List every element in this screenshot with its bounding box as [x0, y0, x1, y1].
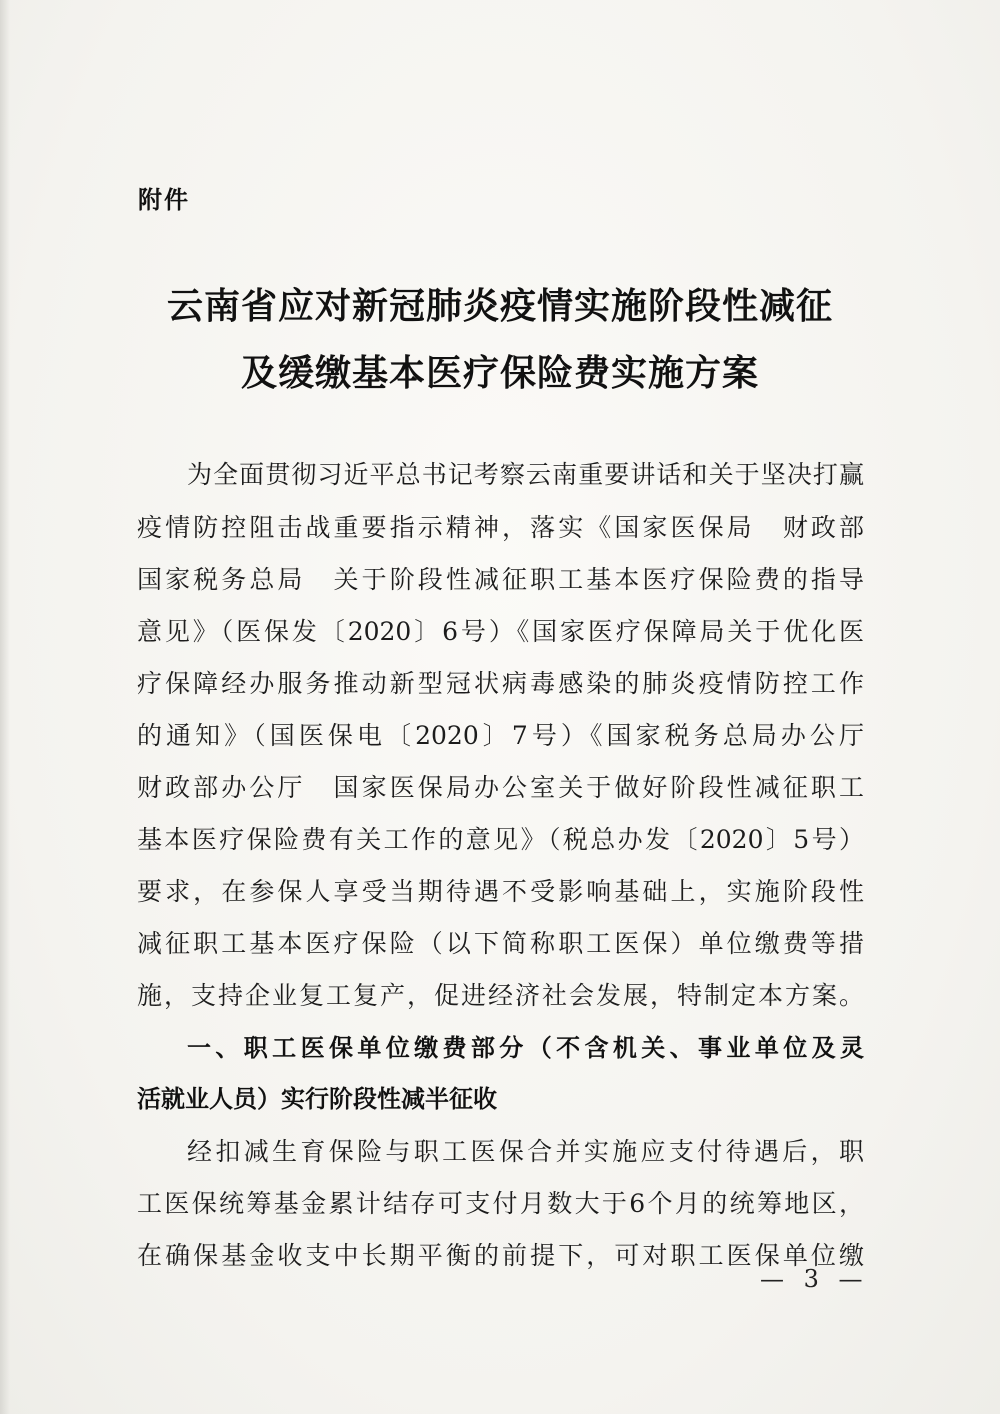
paragraph-line: 为全面贯彻习近平总书记考察云南重要讲话和关于坚决打赢 — [187, 460, 864, 489]
paragraph-line: 经扣减生育保险与职工医保合并实施应支付待遇后，职 — [187, 1137, 864, 1166]
paragraph-line: 工医保统筹基金累计结存可支付月数大于6个月的统筹地区， — [137, 1189, 864, 1218]
section-heading-line-2: 活就业人员）实行阶段性减半征收 — [137, 1085, 497, 1113]
paragraph-line: 疫情防控阻击战重要指示精神，落实《国家医保局 财政部 — [137, 513, 864, 542]
paragraph-line: 的通知》（国医保电〔2020〕7号）《国家税务总局办公厅 — [137, 721, 864, 750]
paragraph-line: 国家税务总局 关于阶段性减征职工基本医疗保险费的指导 — [137, 565, 864, 594]
paragraph-line: 意见》（医保发〔2020〕6号）《国家医疗保障局关于优化医 — [137, 617, 864, 646]
paragraph-line: 要求，在参保人享受当期待遇不受影响基础上，实施阶段性 — [137, 877, 864, 906]
paragraph-line: 疗保障经办服务推动新型冠状病毒感染的肺炎疫情防控工作 — [137, 669, 864, 698]
section-heading-line-1: 一、职工医保单位缴费部分（不含机关、事业单位及灵 — [187, 1034, 864, 1062]
paragraph-line: 在确保基金收支中长期平衡的前提下，可对职工医保单位缴 — [137, 1241, 864, 1270]
paragraph-line: 基本医疗保险费有关工作的意见》（税总办发〔2020〕5号） — [137, 825, 864, 854]
paragraph-line: 减征职工基本医疗保险（以下简称职工医保）单位缴费等措 — [137, 929, 864, 958]
paragraph-line: 财政部办公厅 国家医保局办公室关于做好阶段性减征职工 — [137, 773, 864, 802]
attachment-label: 附件 — [138, 186, 190, 214]
document-title-line-1: 云南省应对新冠肺炎疫情实施阶段性减征 — [166, 285, 833, 327]
paragraph-line: 施，支持企业复工复产，促进经济社会发展，特制定本方案。 — [137, 981, 864, 1010]
page-number: — 3 — — [760, 1265, 869, 1293]
document-title-line-2: 及缓缴基本医疗保险费实施方案 — [240, 352, 759, 394]
scan-edge-shadow — [0, 0, 10, 1414]
